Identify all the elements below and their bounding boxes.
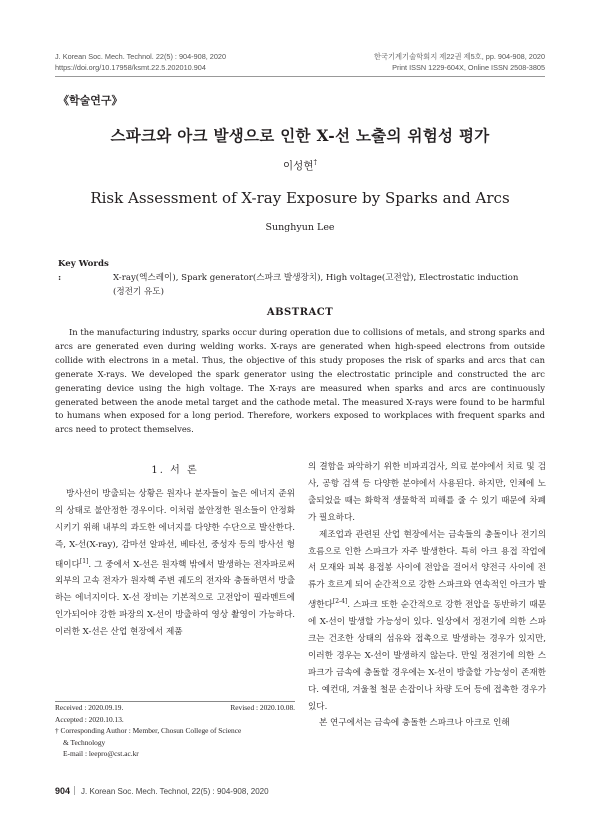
journal-header-left [55,51,226,73]
citation-ref[interactable]: [1] [79,557,89,565]
page-number: 904 [55,786,71,796]
keywords-line-2: (정전기 유도) [113,287,164,297]
author-email[interactable]: E-mail : leepro@cst.ac.kr [63,749,139,759]
section-heading-introduction: 1. 서 론 [151,465,199,476]
intro-text-2: 제조업과 관련된 산업 현장에서는 금속들의 충돌이나 전기의 흐름으로 인한 스파크가 자주 발생한다. 특히 아크 용접 작업에서 모재와 피복 용접봉 사이에 전압을 걸어서 양전극 사이에 전류가 흐르게 되어 순간적으로 강한 스파크와 연속적인 아크가 발생한다 [308,529,546,611]
intro-text-1b: . 그 중에서 X-선은 원자핵 밖에서 발생하는 전자파로써 외부의 고속 전자가 원자핵 주변 궤도의 전자와 충돌하면서 방출하는 에너지이다. X-선 장비는 기본적으로 고전압이 필라멘트에 인가되어야 강한 파장의 X-선이 방출하여 영상 촬영이 가능하다. 이러한 X-선은 산업 현장에서 제품 [55,559,295,638]
corresponding-author-mark: † [313,158,317,167]
issn-line: Print ISSN 1229-604X, Online ISSN 2508-3805 [392,63,545,72]
revised-date: Revised : 2020.10.08. [230,703,295,712]
header-divider [55,76,545,77]
journal-header-right [374,51,545,73]
body-column-right [308,459,546,732]
footnotes [55,702,295,760]
body-column-left [55,486,295,641]
article-category: 《학술연구》 [58,94,123,107]
title-korean: 스파크와 아크 발생으로 인한 X-선 노출의 위험성 평가 [110,126,490,145]
footer-separator [74,786,75,795]
journal-citation-korean: 한국기계기술학회지 제22권 제5호, pp. 904-908, 2020 [373,52,545,61]
keywords-line-1: X-ray(엑스레이), Spark generator(스파크 발생장치), High voltage(고전압), Electrostatic induction [113,273,519,283]
corresponding-author: † Corresponding Author : Member, Chosun College of Science [55,726,242,736]
doi-link[interactable]: https://doi.org/10.17958/ksmt.22.5.202010.904 [55,63,206,72]
accepted-date: Accepted : 2020.10.13. [55,714,124,724]
corresponding-author-cont: & Technology [63,737,106,747]
intro-text-1: 방사선이 방출되는 상황은 원자나 분자들이 높은 에너지 준위의 상태로 불안정한 경우이다. 이처럼 불안정한 원소들이 안정화시키기 위해 내부의 과도한 에너지를 다양한 수단으로 발산한다. 즉, X-선(X-ray), 감마선 알파선, 베타선, 중성자 등의 방사선 형태이다 [55,489,295,570]
journal-citation: J. Korean Soc. Mech. Technol. 22(5) : 904-908, 2020 [55,52,227,61]
title-english: Risk Assessment of X-ray Exposure by Sparks and Arcs [90,189,510,207]
abstract-text: In the manufacturing industry, sparks occur during operation due to collisions of metals, and strong sparks and arcs are generated even during welding works. X-rays are generated when high-speed electrons from outside collide with electrons in a metal. Thus, the objective of this study proposes the risk of sparks and arcs that can generate X-rays. We developed the spark generator using the electrostatic principle and constructed the arc generating device using the high voltage. The X-rays are measured when sparks and arcs are continuously generated between the anode metal target and the cathode metal. The measured X-rays were found to be harmful to humans when exposed for a long period. Therefore, workers exposed to workplaces with frequent sparks and arcs need to protect themselves. [55,327,545,435]
footer-citation: J. Korean Soc. Mech. Technol, 22(5) : 904-908, 2020 [81,787,269,796]
keywords-block [58,257,546,299]
author-english: Sunghyun Lee [265,222,335,233]
author-korean-line [0,158,600,173]
abstract-heading: ABSTRACT [266,307,334,318]
keywords-label: Key Words : [58,259,109,283]
received-revised-row [55,702,295,714]
author-korean: 이성현 [283,160,314,172]
intro-paragraph-3: 본 연구에서는 금속에 충돌한 스파크나 아크로 인해 [319,718,510,729]
intro-paragraph-2 [308,527,546,716]
intro-paragraph-1-continued: 의 결함을 파악하기 위한 비파괴검사, 의료 분야에서 치료 및 검사, 공항 검색 등 다양한 분야에서 사용된다. 하지만, 인체에 노출되었을 때는 화학적 생물학적 피해를 줄 수 있기 때문에 차폐가 필요하다. [308,462,546,523]
intro-paragraph-1 [55,486,295,641]
page-footer [55,786,269,796]
received-date: Received : 2020.09.19. [55,703,124,712]
citation-ref[interactable]: [2-4] [332,598,348,606]
intro-text-2b: . 스파크 또한 순간적으로 강한 전압을 동반하기 때문에 X-선이 발생할 가능성이 있다. 일상에서 정전기에 의한 스파크는 건조한 상태의 섬유와 접촉으로 발생하는 경우가 있지만, 이러한 경우는 X-선이 발생하지 않는다. 만일 정전기에 의한 스파크가 금속에 충돌할 경우에는 X-선이 방출할 가능성이 존재한다. 예컨대, 겨울철 철문 손잡이나 차량 도어 등에 접촉한 경우가 있다. [308,600,546,712]
